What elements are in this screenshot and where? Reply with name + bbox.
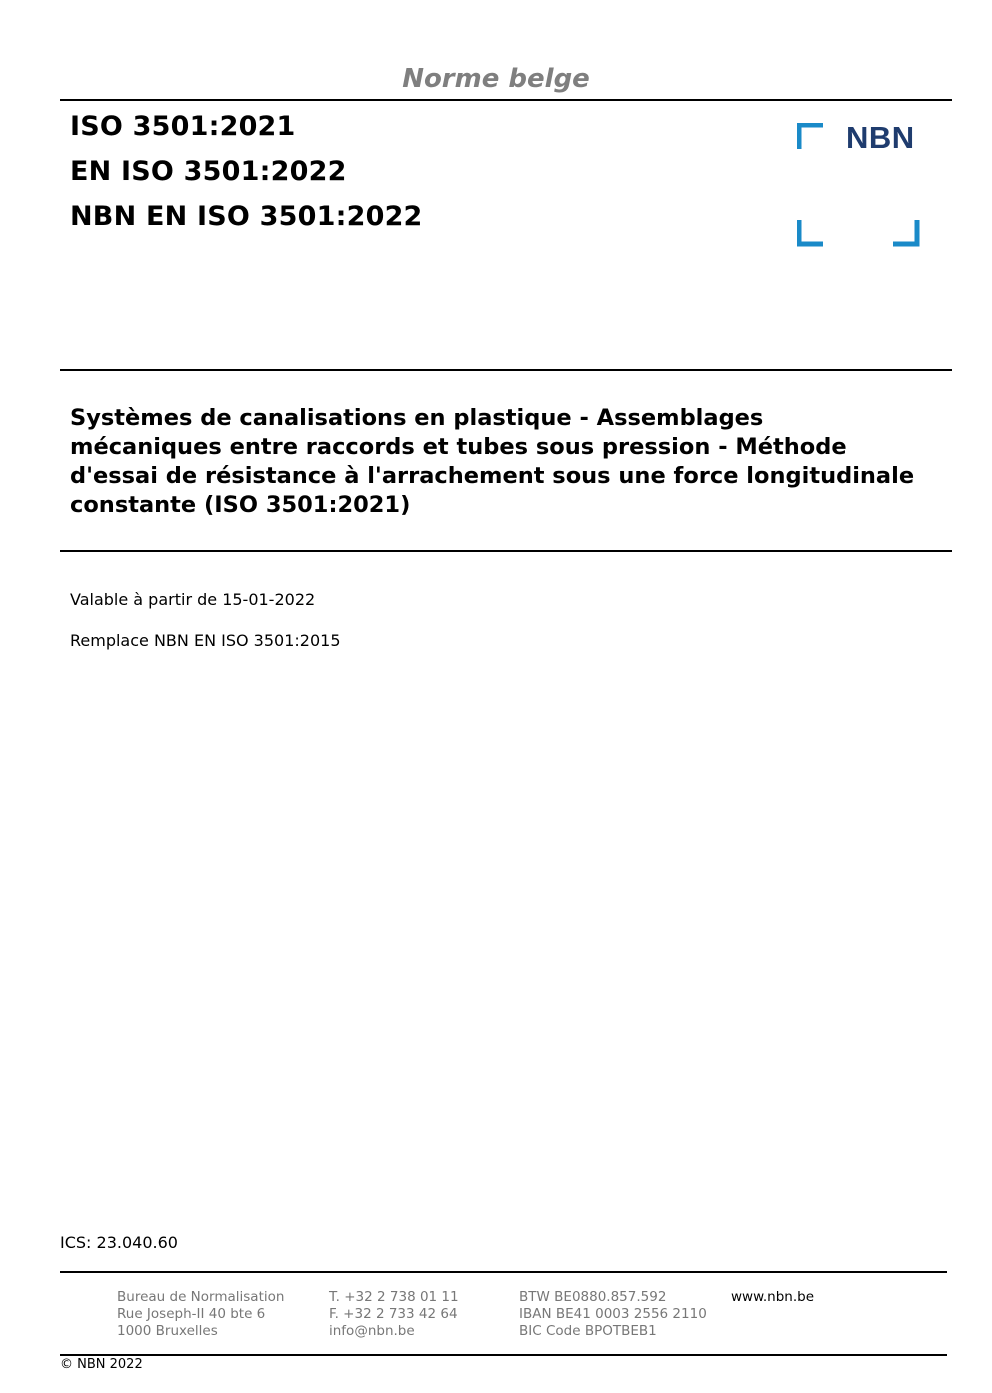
title-top-divider — [60, 369, 952, 371]
title-line: Systèmes de canalisations en plastique - Assemblages — [70, 405, 764, 431]
title-bottom-divider — [60, 550, 952, 552]
title-line: mécaniques entre raccords et tubes sous pression - Méthode — [70, 434, 847, 460]
footer-website[interactable] — [731, 1289, 814, 1306]
iso-code: ISO 3501:2021 — [70, 111, 296, 142]
en-iso-code: EN ISO 3501:2022 — [70, 156, 347, 187]
validity-date: Valable à partir de 15-01-2022 — [70, 590, 316, 609]
footer-iban: IBAN BE41 0003 2556 2110 — [519, 1306, 707, 1322]
nbn-en-iso-code: NBN EN ISO 3501:2022 — [70, 201, 423, 232]
footer-address — [117, 1289, 284, 1340]
title-line: d'essai de résistance à l'arrachement sous une force longitudinale — [70, 463, 915, 489]
header-divider — [60, 99, 952, 101]
footer-address-line: Bureau de Normalisation — [117, 1289, 285, 1305]
footer-top-divider — [60, 1271, 947, 1273]
title-line: constante (ISO 3501:2021) — [70, 492, 411, 518]
footer-address-line: Rue Joseph-II 40 bte 6 — [117, 1306, 266, 1322]
copyright: © NBN 2022 — [60, 1357, 143, 1372]
footer-contact — [329, 1289, 459, 1340]
footer-address-line: 1000 Bruxelles — [117, 1323, 218, 1339]
nbn-logo-text: NBN — [846, 120, 915, 155]
page-header-title: Norme belge — [402, 64, 590, 94]
footer-fax: F. +32 2 733 42 64 — [329, 1306, 458, 1322]
replaces-standard: Remplace NBN EN ISO 3501:2015 — [70, 631, 341, 650]
footer-email[interactable]: info@nbn.be — [329, 1323, 415, 1339]
nbn-logo — [797, 120, 922, 248]
footer-bank — [519, 1289, 707, 1340]
document-title — [70, 404, 950, 520]
footer-bic: BIC Code BPOTBEB1 — [519, 1323, 657, 1339]
ics-code: ICS: 23.040.60 — [60, 1233, 178, 1252]
footer-website-link[interactable]: www.nbn.be — [731, 1289, 815, 1305]
footer-phone: T. +32 2 738 01 11 — [329, 1289, 459, 1305]
footer-vat: BTW BE0880.857.592 — [519, 1289, 667, 1305]
footer-bottom-divider — [60, 1354, 947, 1356]
